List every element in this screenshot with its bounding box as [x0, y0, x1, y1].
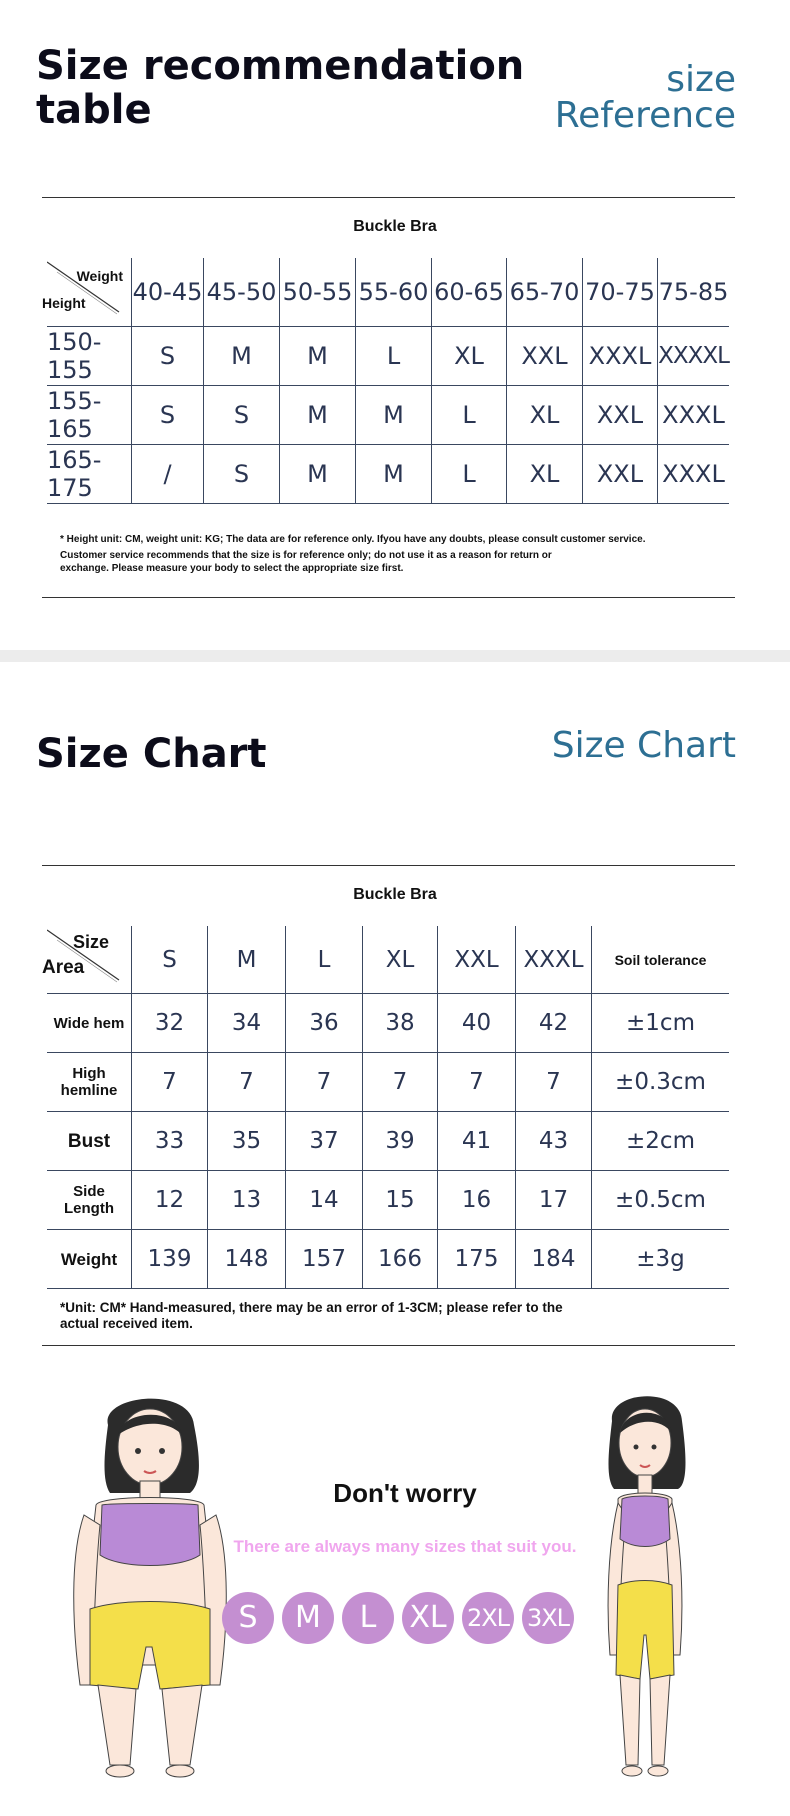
weight-col-header: 65-70 [506, 258, 582, 327]
chart-table-title: Buckle Bra [353, 886, 437, 903]
chart-note-line-2: actual received item. [60, 1316, 193, 1331]
measure-cell: 166 [362, 1230, 437, 1289]
size-cell: XXXXL [657, 327, 729, 386]
note-line-1: * Height unit: CM, weight unit: KG; The data are for reference only. Ifyou have any doubts, please consult customer service. [60, 534, 646, 545]
weight-col-header: 40-45 [131, 258, 203, 327]
english-line-2: Reference [554, 95, 736, 136]
area-row-label: Side Length [47, 1171, 131, 1230]
measure-cell: 32 [131, 994, 207, 1053]
measure-cell: 157 [285, 1230, 362, 1289]
measure-cell: 7 [437, 1053, 515, 1112]
title-line-2: table [36, 87, 152, 133]
measure-cell: 139 [131, 1230, 207, 1289]
measure-cell: 39 [362, 1112, 437, 1171]
size-cell: S [203, 386, 279, 445]
size-bubble: 3XL [522, 1592, 574, 1644]
chart-header-row [47, 926, 729, 994]
chart-note-line-1: *Unit: CM* Hand-measured, there may be an error of 1-3CM; please refer to the [60, 1300, 563, 1315]
size-col-header: XXL [437, 926, 515, 994]
size-cell: L [431, 386, 506, 445]
title-line-1: Size recommendation [36, 43, 525, 89]
size-cell: XXL [582, 445, 657, 504]
size-bubble: XL [402, 1592, 454, 1644]
chart-note [60, 1300, 680, 1332]
measure-cell: 42 [515, 994, 591, 1053]
size-cell: XXXL [657, 386, 729, 445]
sizes-subline: There are always many sizes that suit you. [233, 1537, 577, 1556]
tolerance-cell: ±2cm [591, 1112, 729, 1171]
measure-cell: 17 [515, 1171, 591, 1230]
measure-cell: 148 [207, 1230, 285, 1289]
area-row-label: Bust [47, 1112, 131, 1171]
measure-cell: 16 [437, 1171, 515, 1230]
size-col-header: S [131, 926, 207, 994]
weight-col-header: 50-55 [279, 258, 355, 327]
weight-col-header: 75-85 [657, 258, 729, 327]
size-col-header: L [285, 926, 362, 994]
size-chart-english-title: Size Chart [551, 725, 736, 766]
table-row [47, 327, 729, 386]
note-line-3: exchange. Please measure your body to select the appropriate size first. [60, 563, 404, 574]
size-cell: M [355, 386, 431, 445]
tolerance-cell: ±3g [591, 1230, 729, 1289]
corner-size-label: Size [72, 932, 109, 952]
size-chart-title: Size Chart [36, 731, 267, 777]
size-cell: XL [506, 386, 582, 445]
measure-cell: 12 [131, 1171, 207, 1230]
table-title: Buckle Bra [353, 218, 437, 235]
measure-cell: 35 [207, 1112, 285, 1171]
size-cell: S [131, 386, 203, 445]
measure-cell: 15 [362, 1171, 437, 1230]
measure-cell: 13 [207, 1171, 285, 1230]
measure-cell: 7 [515, 1053, 591, 1112]
measure-cell: 14 [285, 1171, 362, 1230]
size-col-header: XXXL [515, 926, 591, 994]
size-chart-table [42, 926, 729, 1289]
measure-cell: 36 [285, 994, 362, 1053]
weight-col-header: 60-65 [431, 258, 506, 327]
size-recommendation-title [36, 44, 524, 132]
size-col-header: M [207, 926, 285, 994]
size-reference-english-title [554, 59, 736, 136]
size-bubble: 2XL [462, 1592, 514, 1644]
table-row [47, 1171, 729, 1230]
measure-cell: 38 [362, 994, 437, 1053]
table-row [47, 445, 729, 504]
top-divider [42, 197, 735, 198]
size-cell: L [355, 327, 431, 386]
weight-col-header: 70-75 [582, 258, 657, 327]
right-figure-illustration [590, 1385, 700, 1790]
size-recommendation-table [42, 258, 729, 504]
size-cell: XXL [506, 327, 582, 386]
size-cell: XL [506, 445, 582, 504]
size-cell: L [431, 445, 506, 504]
note-line-2: Customer service recommends that the size is for reference only; do not use it as a reason for return or [60, 550, 552, 561]
size-cell: S [131, 327, 203, 386]
section-separator [0, 650, 790, 662]
size-bubble: M [282, 1592, 334, 1644]
chart-bottom-divider [42, 1345, 735, 1346]
tolerance-cell: ±0.3cm [591, 1053, 729, 1112]
measure-cell: 7 [285, 1053, 362, 1112]
measure-cell: 184 [515, 1230, 591, 1289]
size-cell: M [355, 445, 431, 504]
area-row-label: Weight [47, 1230, 131, 1289]
measure-cell: 40 [437, 994, 515, 1053]
size-cell: XL [431, 327, 506, 386]
measure-cell: 43 [515, 1112, 591, 1171]
area-row-label: Wide hem [47, 994, 131, 1053]
table-row [47, 994, 729, 1053]
tolerance-cell: ±0.5cm [591, 1171, 729, 1230]
measure-cell: 7 [207, 1053, 285, 1112]
measure-cell: 37 [285, 1112, 362, 1171]
size-cell: XXXL [582, 327, 657, 386]
size-cell: M [279, 445, 355, 504]
measure-cell: 41 [437, 1112, 515, 1171]
chart-top-divider [42, 865, 735, 866]
measure-cell: 33 [131, 1112, 207, 1171]
size-col-header: XL [362, 926, 437, 994]
measure-cell: 175 [437, 1230, 515, 1289]
measure-cell: 34 [207, 994, 285, 1053]
weight-col-header: 45-50 [203, 258, 279, 327]
size-recommendation-section [0, 0, 790, 650]
corner-area-label: Area [42, 957, 85, 978]
size-cell: M [279, 327, 355, 386]
size-note [60, 533, 740, 575]
size-cell: M [279, 386, 355, 445]
measure-cell: 7 [362, 1053, 437, 1112]
size-cell: XXL [582, 386, 657, 445]
tolerance-cell: ±1cm [591, 994, 729, 1053]
corner-height-label: Height [42, 295, 86, 311]
area-row-label: High hemline [47, 1053, 131, 1112]
table-row [47, 386, 729, 445]
table-row [47, 1230, 729, 1289]
size-cell: / [131, 445, 203, 504]
corner-header-cell [42, 258, 131, 327]
size-cell: M [203, 327, 279, 386]
height-row-label: 165-175 [47, 445, 131, 504]
table-row [47, 1053, 729, 1112]
tolerance-header: Soil tolerance [591, 926, 729, 994]
height-row-label: 155-165 [47, 386, 131, 445]
table-row [47, 1112, 729, 1171]
table-header-row [47, 258, 729, 327]
size-cell: XXXL [657, 445, 729, 504]
english-line-1: size [666, 59, 736, 100]
dont-worry-headline: Don't worry [333, 1478, 477, 1508]
size-bubble: L [342, 1592, 394, 1644]
chart-corner-cell [42, 926, 131, 994]
bottom-divider [42, 597, 735, 598]
weight-col-header: 55-60 [355, 258, 431, 327]
height-row-label: 150-155 [47, 327, 131, 386]
left-figure-illustration [70, 1385, 230, 1790]
size-cell: S [203, 445, 279, 504]
measure-cell: 7 [131, 1053, 207, 1112]
size-bubble: S [222, 1592, 274, 1644]
corner-weight-label: Weight [76, 268, 123, 284]
